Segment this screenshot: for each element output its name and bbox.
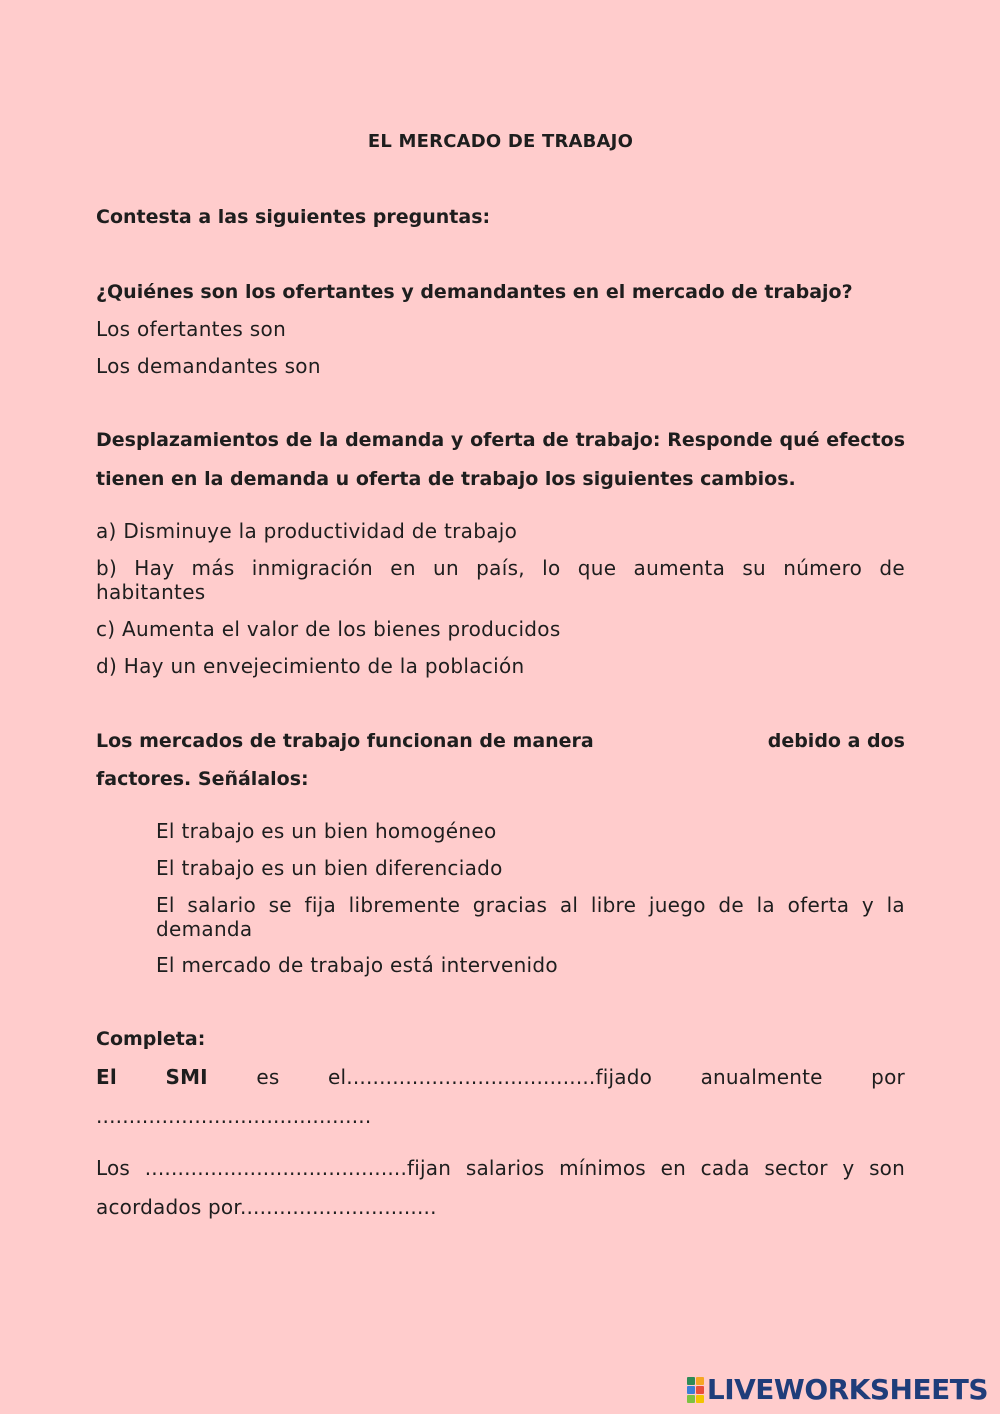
liveworksheets-logo [687,1373,988,1406]
list-item: a) Disminuye la productividad de trabajo [96,519,518,543]
smi-blank-line2[interactable]: .......................................... [96,1104,372,1128]
market-function-heading-right: debido a dos [767,730,905,752]
option-homogeneous[interactable]: El trabajo es un bien homogéneo [156,819,497,843]
smi-word: anualmente [700,1065,823,1089]
list-item: b) Hay más inmigración en un país, lo que aumenta su número de habitantes [96,556,905,604]
smi-blank-word[interactable]: el......................................fijado [328,1065,653,1089]
market-function-heading-line2: factores. Señálalos: [96,768,309,790]
complete-heading: Completa: [96,1028,206,1050]
displacement-heading-line2: tienen en la demanda u oferta de trabajo los siguientes cambios. [96,468,796,490]
option-intervened[interactable]: El mercado de trabajo está intervenido [156,953,558,977]
instruction-text: Contesta a las siguientes preguntas: [96,206,491,228]
liveworksheets-logo-text: LIVEWORKSHEETS [706,1373,988,1406]
market-function-heading-line1 [96,730,905,752]
market-function-heading-left: Los mercados de trabajo funcionan de manera [96,730,594,752]
displacement-heading-line1: Desplazamientos de la demanda y oferta de trabajo: Responde qué efectos [96,429,905,451]
option-free-salary[interactable]: El salario se fija libremente gracias al libre juego de la oferta y la demanda [156,893,905,941]
convenios-line1[interactable]: Los ........................................fijan salarios mínimos en cada sector y son [96,1156,905,1180]
option-differentiated[interactable]: El trabajo es un bien diferenciado [156,856,503,880]
smi-line1 [96,1065,905,1089]
answer-line-offerers: Los ofertantes son [96,317,287,341]
liveworksheets-logo-icon [687,1377,704,1403]
list-item: c) Aumenta el valor de los bienes producidos [96,617,561,641]
smi-word: es [256,1065,280,1089]
smi-word: por [871,1065,905,1089]
smi-word: SMI [165,1065,208,1089]
page-title: EL MERCADO DE TRABAJO [367,131,634,152]
list-item: d) Hay un envejecimiento de la población [96,654,525,678]
answer-line-demanders: Los demandantes son [96,354,321,378]
question-offerers-demanders: ¿Quiénes son los ofertantes y demandantes en el mercado de trabajo? [96,281,853,303]
smi-word: El [96,1065,117,1089]
convenios-line2[interactable]: acordados por.............................. [96,1195,437,1219]
